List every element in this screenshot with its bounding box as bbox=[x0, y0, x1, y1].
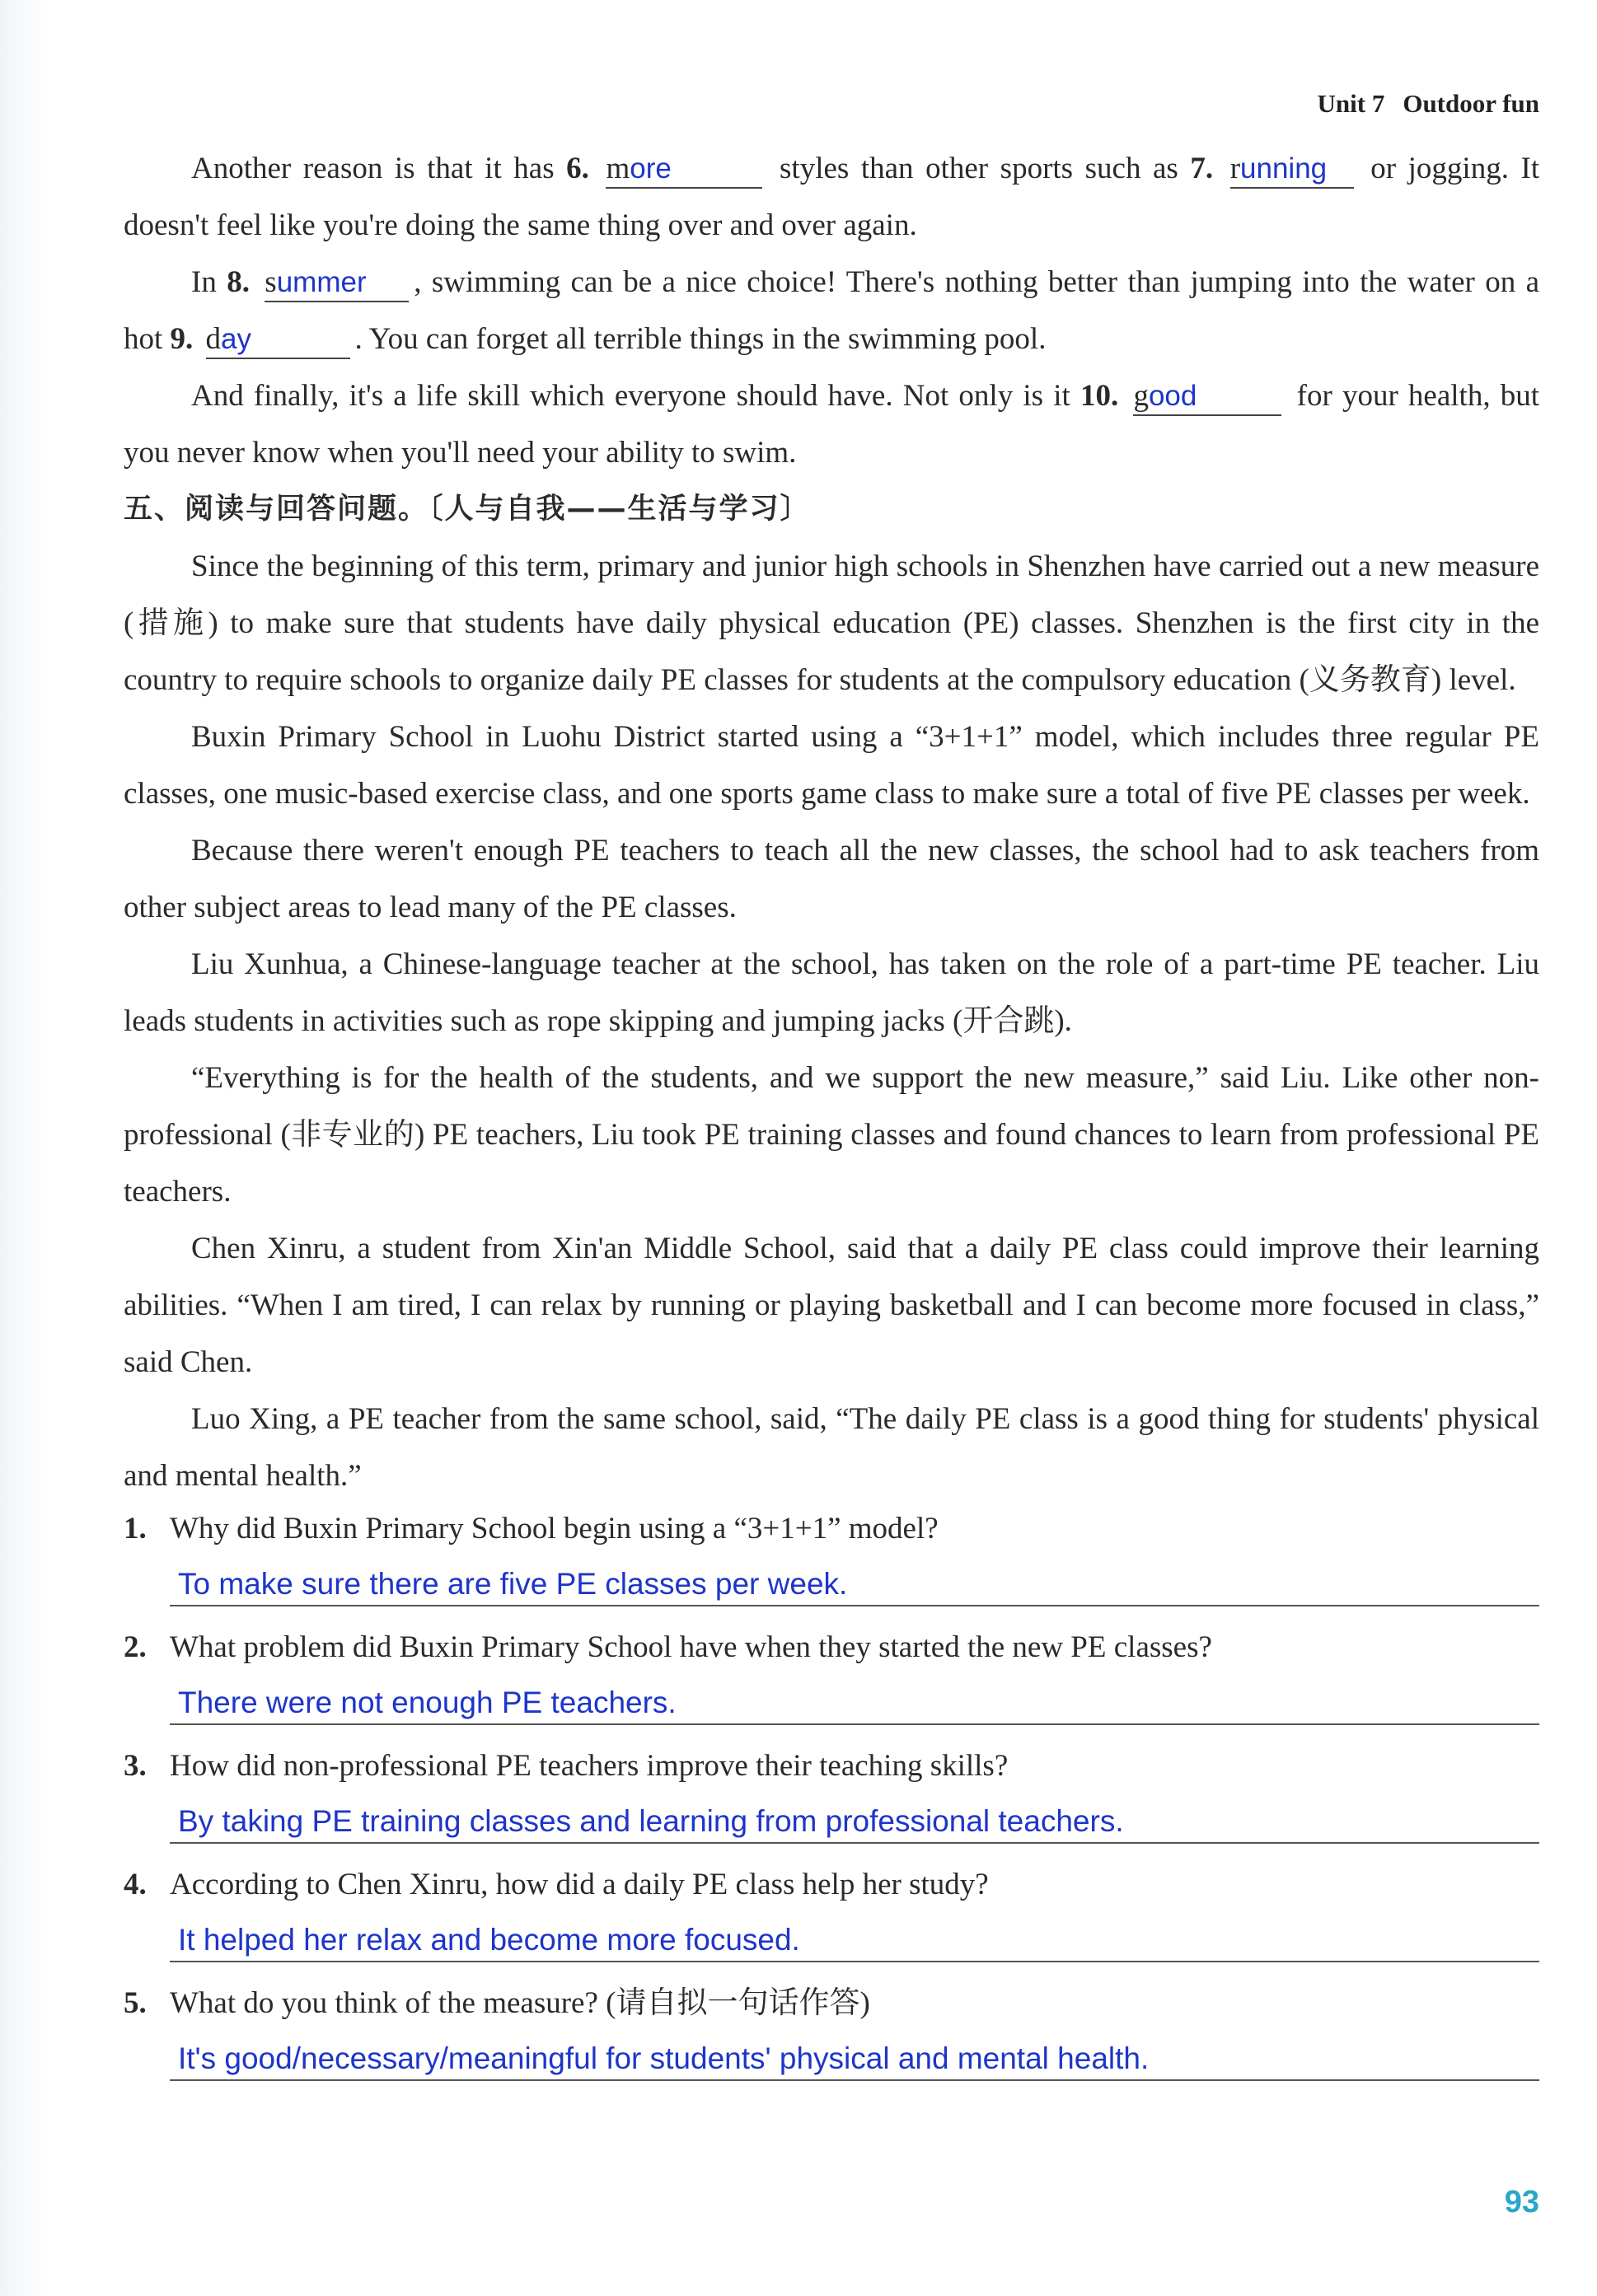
passage-paragraph-1: Since the beginning of this term, primary and junior high schools in Shenzhen have carried out a new measure (措施) to make sure that students have daily physical education (PE) classes. Shenzhen is the first city in the country to require schools to organize daily PE classes for students at the compulsory education (义务教育) level. bbox=[124, 549, 1539, 697]
text-run: styles than other sports such as bbox=[780, 152, 1178, 185]
unit-label: Unit 7 bbox=[1317, 89, 1385, 118]
question-3 bbox=[124, 1742, 1539, 1791]
question-4 bbox=[124, 1860, 1539, 1910]
text-run: And finally, it's a life skill which everyone should have. Not only is it bbox=[191, 379, 1070, 413]
cloze-paragraph-3 bbox=[124, 367, 1539, 481]
blank-8 bbox=[265, 264, 409, 302]
page-content bbox=[124, 140, 1539, 2097]
blank-6 bbox=[606, 151, 762, 189]
question-number: 1. bbox=[124, 1512, 147, 1545]
blank-number: 10. bbox=[1080, 379, 1119, 413]
text-run: . You can forget all terrible things in the swimming pool. bbox=[354, 322, 1047, 356]
answer-text: To make sure there are five PE classes per week. bbox=[178, 1567, 848, 1601]
blank-answer: ood bbox=[1148, 380, 1197, 412]
question-2 bbox=[124, 1623, 1539, 1672]
passage-paragraph-6: Chen Xinru, a student from Xin'an Middle School, said that a daily PE class could improve their learning abilities. “When I am tired, I can relax by running or playing basketball and I can become more focused in class,” said Chen. bbox=[124, 1232, 1539, 1379]
answer-text: It's good/necessary/meaningful for students' physical and mental health. bbox=[178, 2041, 1150, 2075]
answer-text: It helped her relax and become more focused. bbox=[178, 1923, 800, 1957]
question-text: What do you think of the measure? (请自拟一句话作答) bbox=[170, 1986, 870, 2020]
blank-9 bbox=[206, 321, 350, 359]
answer-text: By taking PE training classes and learning from professional teachers. bbox=[178, 1804, 1124, 1838]
cloze-paragraph-2 bbox=[124, 254, 1539, 367]
question-number: 2. bbox=[124, 1630, 147, 1664]
answer-text: There were not enough PE teachers. bbox=[178, 1686, 677, 1719]
passage-paragraph-3: Because there weren't enough PE teachers to teach all the new classes, the school had to ask teachers from other subject areas to lead many of the PE classes. bbox=[124, 834, 1539, 924]
blank-prefix: r bbox=[1229, 152, 1241, 185]
blank-number: 6. bbox=[566, 152, 589, 185]
text-run: , swimming can be a nice choice! There's nothing better than jumping into the water on a hot bbox=[124, 265, 1540, 356]
section-title: 五、阅读与回答问题。〔人与自我——生活与学习〕 bbox=[124, 493, 811, 526]
question-5 bbox=[124, 1979, 1539, 2028]
question-text: Why did Buxin Primary School begin using a “3+1+1” model? bbox=[170, 1512, 939, 1545]
page-header bbox=[1318, 89, 1540, 119]
passage-paragraph-7: Luo Xing, a PE teacher from the same school, said, “The daily PE class is a good thing for students' physical and mental health.” bbox=[124, 1402, 1539, 1493]
blank-answer: ay bbox=[221, 323, 251, 355]
blank-prefix: d bbox=[205, 322, 222, 356]
passage-paragraph-2: Buxin Primary School in Luohu District started using a “3+1+1” model, which includes three regular PE classes, one music-based exercise class, and one sports game class to make sure a total of five PE classes per week. bbox=[124, 720, 1539, 811]
answer-line-3 bbox=[170, 1791, 1539, 1844]
blank-7 bbox=[1230, 151, 1354, 189]
cloze-paragraph-1 bbox=[124, 140, 1539, 254]
blank-prefix: m bbox=[606, 152, 630, 185]
blank-prefix: g bbox=[1133, 379, 1149, 413]
unit-title: Outdoor fun bbox=[1403, 89, 1539, 118]
answer-line-4 bbox=[170, 1910, 1539, 1962]
answer-line-2 bbox=[170, 1672, 1539, 1725]
blank-prefix: s bbox=[265, 265, 277, 299]
question-text: According to Chen Xinru, how did a daily PE class help her study? bbox=[170, 1868, 989, 1901]
passage-paragraph-4: Liu Xunhua, a Chinese-language teacher at the school, has taken on the role of a part-time PE teacher. Liu leads students in activities such as rope skipping and jumping jacks (开合跳). bbox=[124, 947, 1539, 1038]
blank-number: 8. bbox=[227, 265, 250, 299]
question-text: How did non-professional PE teachers improve their teaching skills? bbox=[170, 1749, 1009, 1783]
question-1 bbox=[124, 1504, 1539, 1554]
question-number: 3. bbox=[124, 1749, 147, 1783]
text-run: In bbox=[191, 265, 217, 299]
question-number: 4. bbox=[124, 1868, 147, 1901]
question-text: What problem did Buxin Primary School have when they started the new PE classes? bbox=[170, 1630, 1212, 1664]
blank-number: 9. bbox=[170, 322, 194, 356]
passage-paragraph-5: “Everything is for the health of the students, and we support the new measure,” said Liu. Like other non-professional (非专业的) PE teachers, Liu took PE training classes and found chances to learn from professional PE teachers. bbox=[124, 1061, 1539, 1209]
question-number: 5. bbox=[124, 1986, 147, 2020]
answer-line-5 bbox=[170, 2028, 1539, 2081]
text-run: or jogging. It doesn't feel like you're doing the same thing over and over again. bbox=[124, 152, 1540, 242]
question-list bbox=[124, 1504, 1539, 2081]
blank-number: 7. bbox=[1190, 152, 1214, 185]
blank-answer: unning bbox=[1240, 152, 1328, 185]
text-run: Another reason is that it has bbox=[191, 152, 555, 185]
answer-line-1 bbox=[170, 1554, 1539, 1606]
blank-answer: ummer bbox=[276, 266, 367, 298]
text-run: for your health, but you never know when you'll need your ability to swim. bbox=[124, 379, 1540, 470]
blank-10 bbox=[1133, 378, 1281, 416]
blank-answer: ore bbox=[630, 152, 672, 185]
page-number: 93 bbox=[1504, 2185, 1539, 2219]
page-edge-shadow bbox=[0, 0, 49, 2296]
